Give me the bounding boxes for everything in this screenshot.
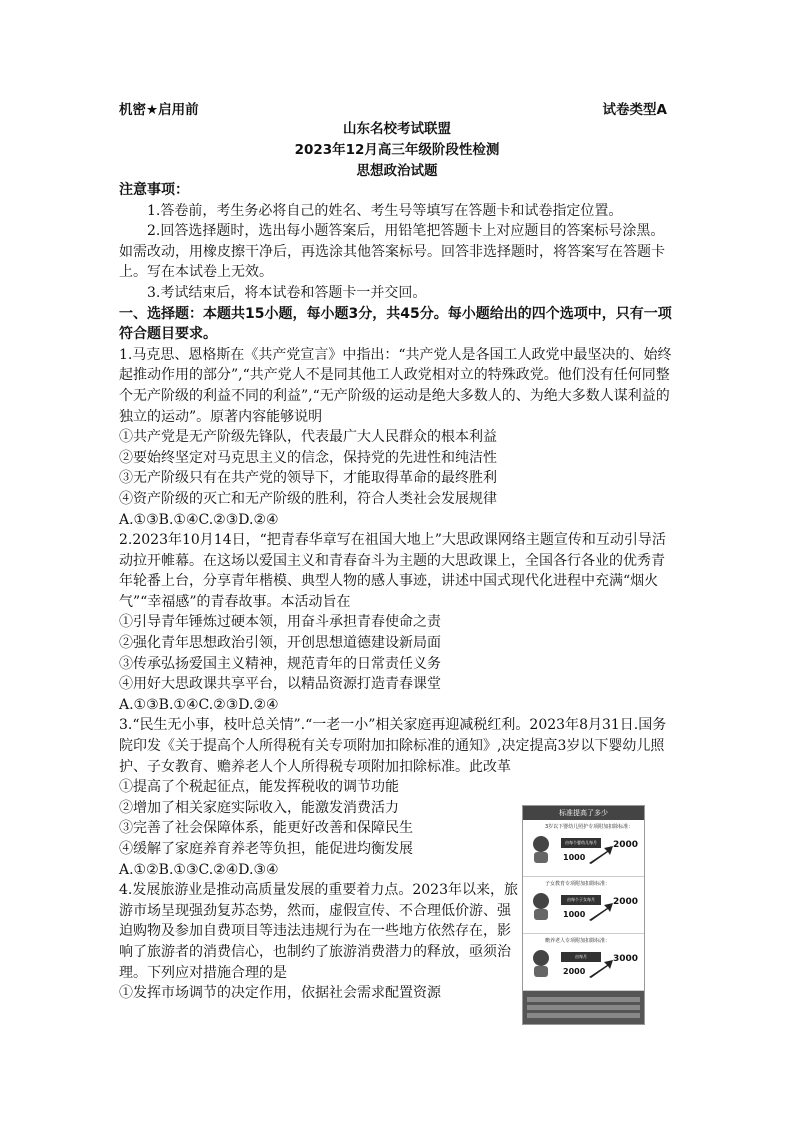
infographic-to-value: 3000 bbox=[612, 954, 638, 964]
question-option: ③完善了社会保障体系，能更好改善和保障民生 bbox=[119, 820, 413, 837]
infographic-footer-line bbox=[527, 1013, 640, 1018]
arrow-up-icon bbox=[589, 903, 613, 921]
infographic-footer bbox=[523, 991, 644, 1025]
elderly-icon bbox=[528, 948, 554, 978]
question-stem: 3.“民生无小事，枝叶总关情”.“一老一小”相关家庭再迎减税红利。2023年8月31日.国务院印发《关于提高个人所得税有关专项附加扣除标准的通知》,决定提高3岁以下婴幼儿照护、子女教育、赡养老人个人所得税专项附加扣除标准。此改革 bbox=[119, 717, 667, 775]
arrow-up-icon bbox=[589, 960, 613, 978]
infographic-from-value: 1000 bbox=[563, 853, 586, 862]
section-title: 一、选择题：本题共15小题，每小题3分，共45分。每小题给出的四个选项中，只有一项符合题目要求。 bbox=[119, 305, 672, 343]
question-option: ③传承弘扬爱国主义精神，规范青年的日常责任义务 bbox=[119, 655, 441, 672]
exam-titles bbox=[0, 119, 794, 182]
infographic-block-head: 赡养老人专项附加扣除标准： bbox=[545, 938, 611, 944]
answer-choices: A.①③B.①④C.②③D.②④ bbox=[119, 696, 279, 713]
infographic-block-bar: 由每个婴幼儿每月 bbox=[561, 838, 601, 848]
notice-title: 注意事项： bbox=[119, 182, 189, 198]
answer-choices: A.①③B.①④C.②③D.②④ bbox=[119, 511, 279, 528]
notice-item: 1.答卷前，考生务必将自己的姓名、考生号等填写在答题卡和试卷指定位置。 bbox=[147, 202, 623, 219]
tax-deduction-infographic bbox=[522, 805, 645, 1025]
question-option: ②增加了相关家庭实际收入，能激发消费活力 bbox=[119, 799, 399, 816]
question-option: ②要始终坚定对马克思主义的信念，保持党的先进性和纯洁性 bbox=[119, 449, 497, 466]
notice-item: 2.回答选择题时，选出每小题答案后，用铅笔把答题卡上对应题目的答案标号涂黑。如需改动，用橡皮擦干净后，再选涂其他答案标号。回答非选择题时，将答案写在答题卡上。写在本试卷上无效。 bbox=[119, 223, 665, 281]
question-option: ①共产党是无产阶级先锋队，代表最广大人民群众的根本利益 bbox=[119, 429, 497, 446]
question-option: ④资产阶级的灭亡和无产阶级的胜利，符合人类社会发展规律 bbox=[119, 490, 497, 507]
question-option: ①提高了个税起征点，能发挥税收的调节功能 bbox=[119, 779, 399, 796]
answer-choices: A.①②B.①③C.②④D.③④ bbox=[119, 861, 279, 878]
infographic-block-infant bbox=[523, 820, 644, 877]
notice-item: 3.考试结束后，将本试卷和答题卡一并交回。 bbox=[147, 284, 427, 301]
question-stem: 4.发展旅游业是推动高质量发展的重要着力点。2023年以来，旅游市场呈现强劲复苏态势，然而，虚假宣传、不合理低价游、强迫购物及参加自费项目等违法违规行为在一些地方依然存在，影响了旅游者的消费信心，也制约了旅游消费潜力的释放，亟须治理。下列应对措施合理的是 bbox=[119, 882, 518, 981]
infographic-from-value: 2000 bbox=[563, 967, 586, 976]
student-icon bbox=[528, 891, 554, 921]
infographic-footer-line bbox=[527, 1005, 640, 1010]
confidential-label: 机密★启用前 bbox=[119, 102, 199, 118]
infographic-footer-line bbox=[527, 997, 640, 1002]
subject-title: 思想政治试题 bbox=[356, 163, 438, 179]
exam-title: 2023年12月高三年级阶段性检测 bbox=[294, 142, 500, 158]
infographic-to-value: 2000 bbox=[612, 840, 638, 850]
question-option: ④缓解了家庭养育养老等负担，能促进均衡发展 bbox=[119, 841, 413, 857]
baby-icon bbox=[528, 834, 554, 864]
infographic-block-head: 3岁以下婴幼儿照护专项附加扣除标准： bbox=[545, 824, 634, 830]
infographic-from-value: 1000 bbox=[563, 910, 586, 919]
question-option: ④用好大思政课共享平台，以精品资源打造青春课堂 bbox=[119, 676, 441, 693]
infographic-block-elderly bbox=[523, 934, 644, 991]
question-option: ①发挥市场调节的决定作用，依据社会需求配置资源 bbox=[119, 985, 441, 1002]
infographic-block-head: 子女教育专项附加扣除标准： bbox=[545, 881, 611, 887]
question-option: ②强化青年思想政治引领，开创思想道德建设新局面 bbox=[119, 635, 441, 652]
infographic-block-bar: 由每月 bbox=[561, 952, 601, 962]
infographic-banner: 标准提高了多少 bbox=[523, 806, 644, 820]
paper-type-label: 试卷类型A bbox=[602, 102, 667, 118]
infographic-block-education bbox=[523, 877, 644, 934]
infographic-block-bar: 由每个子女每月 bbox=[561, 895, 601, 905]
question-option: ③无产阶级只有在共产党的领导下，才能取得革命的最终胜利 bbox=[119, 470, 497, 487]
infographic-to-value: 2000 bbox=[612, 897, 638, 907]
arrow-up-icon bbox=[589, 846, 613, 864]
question-stem: 2.2023年10月14日，“把青春华章写在祖国大地上”大思政课网络主题宣传和互动引导活动拉开帷幕。在这场以爱国主义和青春奋斗为主题的大思政课上，全国各行各业的优秀青年轮番上台，分享青年楷模、典型人物的感人事迹，讲述中国式现代化进程中充满“烟火气”“幸福感”的青春故事。本活动旨在 bbox=[119, 532, 666, 610]
question-stem: 1.马克思、恩格斯在《共产党宣言》中指出：“共产党人是各国工人政党中最坚决的、始终起推动作用的部分”,“共产党人不是同其他工人政党相对立的特殊政党。他们没有任何同整个无产阶级的利益不同的利益”,“无产阶级的运动是绝大多数人的、为绝大多数人谋利益的独立的运动”。原著内容能够说明 bbox=[119, 346, 672, 425]
org-title: 山东名校考试联盟 bbox=[343, 121, 451, 137]
question-option: ①引导青年锤炼过硬本领，用奋斗承担青春使命之责 bbox=[119, 614, 441, 631]
